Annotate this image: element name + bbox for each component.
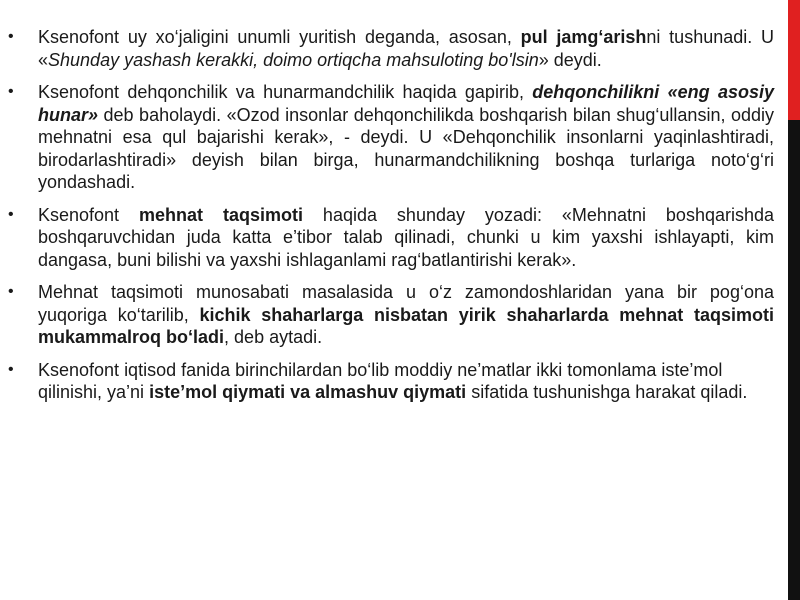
bullet-dot-icon: • — [8, 83, 14, 100]
bullet-3-bold: mehnat taqsimoti — [139, 204, 303, 225]
bullet-dot-icon: • — [8, 28, 14, 45]
bullet-1-bold: pul jamg‘arish — [520, 27, 647, 47]
bullet-1-text: ni tushunadi. U « — [38, 27, 775, 70]
bullet-5-text: sifatida tushunishga harakat qiladi. — [466, 382, 748, 402]
bullet-item-3 — [8, 204, 774, 272]
bullet-item-5 — [8, 359, 774, 404]
bullet-4-text: , deb aytadi. — [224, 327, 323, 347]
bullet-dot-icon: • — [8, 360, 14, 378]
bullet-2-text: Ksenofont dehqonchilik va hunarmandchilik haqida gapirib, — [38, 82, 533, 102]
slide-content — [8, 26, 774, 414]
bullet-5-bold: iste’mol qiymati va almashuv qiymati — [149, 382, 467, 402]
bullet-item-2 — [8, 81, 774, 194]
bullet-3-text: haqida shunday yozadi: «Mehnatni boshqarishda boshqaruvchidan juda katta e’tibor talab qilinadi, chunki u kim yaxshi ishlayapti, kim dangasa, buni bilishi va yaxshi ishlaganlami rag‘batlantirishi kerak». — [38, 204, 774, 270]
bullet-1-text: Ksenofont uy xo‘jaligini unumli yuritish deganda, asosan, — [38, 27, 521, 47]
bullet-dot-icon: • — [8, 205, 14, 223]
accent-bar-dark — [788, 120, 800, 600]
bullet-2-text: deb baholaydi. «Ozod insonlar dehqonchilikda boshqarish bilan shug‘ullansin, oddiy mehnatni esa qul bajarishi kerak», - deydi. U «Dehqonchilik insonlarni yaqinlashtiradi, birodarlashtiradi» deyish bilan birga, hunarmandchilikning boshqa turlariga noto‘g‘ri yondashadi. — [38, 104, 774, 192]
accent-bar-red — [788, 0, 800, 120]
bullet-item-4 — [8, 281, 774, 349]
bullet-3-text: Ksenofont — [38, 204, 140, 225]
bullet-1-text: » deydi. — [538, 49, 602, 70]
bullet-list — [8, 26, 774, 404]
bullet-1-quote: Shunday yashash kerakki, doimo ortiqcha mahsuloting bo'lsin — [48, 49, 539, 70]
bullet-2-bold-italic: dehqonchilikni «eng asosiy hunar» — [38, 82, 774, 125]
bullet-dot-icon: • — [8, 283, 14, 300]
bullet-4-text: Mehnat taqsimoti munosabati masalasida u o‘z zamondoshlaridan yana bir pog‘ona yuqoriga ko‘tarilib, — [38, 282, 774, 325]
bullet-5-text: Ksenofont iqtisod fanida birinchilardan bo‘lib moddiy ne’matlar ikki tomonlama iste’mol qilinishi, ya’ni — [38, 359, 723, 402]
bullet-4-bold: kichik shaharlarga nisbatan yirik shaharlarda mehnat taqsimoti mukammalroq bo‘ladi — [38, 304, 774, 347]
bullet-item-1 — [8, 26, 774, 71]
